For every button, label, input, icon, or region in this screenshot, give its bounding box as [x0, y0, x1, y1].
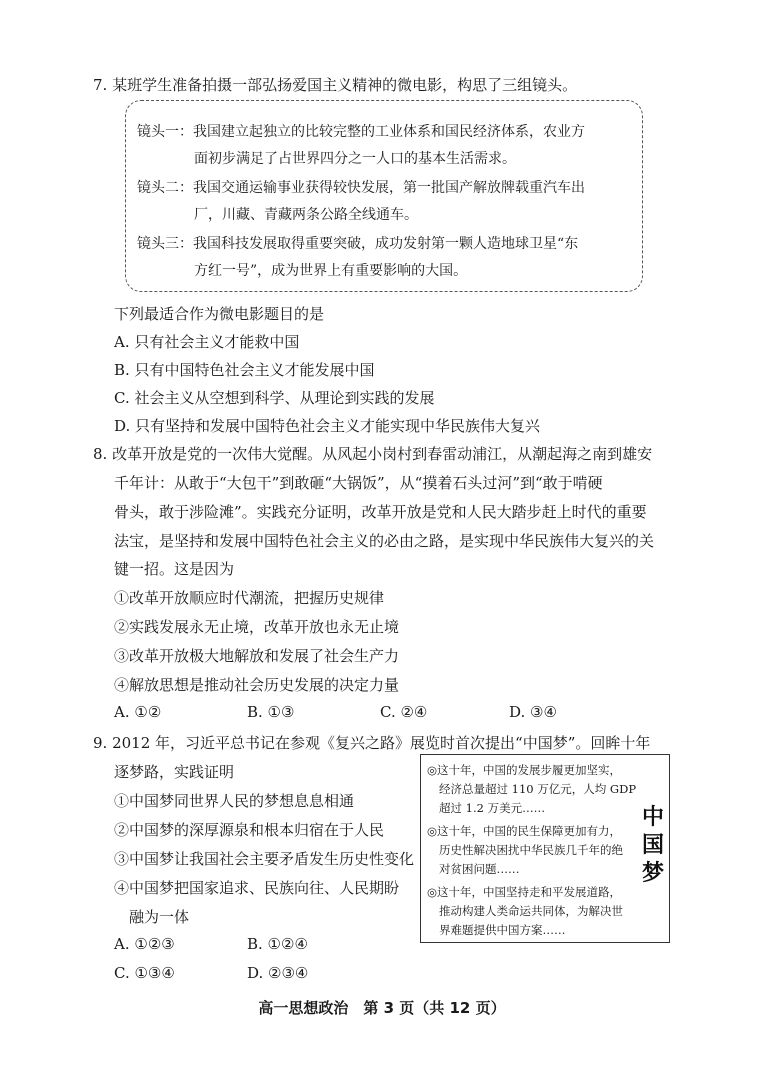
sidebar-item-1 [427, 761, 636, 818]
q8-stem-line-5: 键一招。这是因为 [114, 560, 235, 578]
sidebar-item-3 [427, 883, 623, 940]
q8-item-3: ③改革开放极大地解放和发展了社会生产力 [114, 647, 400, 665]
chinese-dream-label [640, 804, 666, 888]
q9-sidebar-box [420, 754, 670, 943]
q8-item-4: ④解放思想是推动社会历史发展的决定力量 [114, 676, 400, 694]
dream-char-2: 国 [641, 833, 664, 858]
q7-scene-1-line-2: 面初步满足了占世界四分之一人口的基本生活需求。 [194, 151, 516, 167]
q9-stem-line-1: 9. 2012 年，习近平总书记在参观《复兴之路》展览时首次提出“中国梦”。回眸十年 [93, 734, 651, 752]
q7-scene-1-line-1: 镜头一：我国建立起独立的比较完整的工业体系和国民经济体系，农业方 [137, 124, 585, 140]
page-footer: 高一思想政治 第 3 页（共 12 页） [258, 999, 506, 1017]
q9-item-1: ①中国梦同世界人民的梦想息息相通 [114, 792, 355, 810]
q9-option-d: D. ②③④ [247, 964, 309, 982]
sidebar-item-2-line-2: 历史性解决困扰中华民族几千年的绝 [439, 843, 623, 857]
q8-stem-line-3: 骨头，敢于涉险滩”。实践充分证明，改革开放是党和人民大踏步赶上时代的重要 [114, 503, 647, 521]
q9-item-4-cont: 融为一体 [129, 908, 190, 926]
sidebar-item-1-line-2: 经济总量超过 110 万亿元，人均 GDP [439, 782, 637, 796]
sidebar-item-3-line-1: ◎这十年，中国坚持走和平发展道路， [427, 885, 622, 899]
q7-scene-2-line-2: 厂，川藏、青藏两条公路全线通车。 [194, 207, 418, 223]
q9-option-a: A. ①②③ [114, 935, 175, 953]
q9-item-4: ④中国梦把国家追求、民族向往、人民期盼 [114, 879, 400, 897]
q7-scene-2-line-1: 镜头二：我国交通运输事业获得较快发展，第一批国产解放牌载重汽车出 [137, 180, 585, 196]
q8-option-d: D. ③④ [509, 703, 557, 721]
q8-stem-line-1: 8. 改革开放是党的一次伟大觉醒。从风起小岗村到春雷动浦江，从潮起海之南到雄安 [93, 445, 653, 463]
q9-item-2: ②中国梦的深厚源泉和根本归宿在于人民 [114, 821, 385, 839]
q7-option-c: C. 社会主义从空想到科学、从理论到实践的发展 [114, 389, 435, 407]
q8-stem-line-2: 千年计：从敢于“大包干”到敢砸“大锅饭”，从“摸着石头过河”到“敢于啃硬 [114, 474, 603, 492]
q8-stem-line-4: 法宝，是坚持和发展中国特色社会主义的必由之路，是实现中华民族伟大复兴的关 [114, 532, 655, 550]
sidebar-item-3-line-2: 推动构建人类命运共同体，为解决世 [439, 904, 623, 918]
q7-scene-3-line-2: 方红一号”，成为世界上有重要影响的大国。 [194, 263, 468, 279]
sidebar-item-2-line-1: ◎这十年，中国的民生保障更加有力， [427, 824, 622, 838]
q9-option-b: B. ①②④ [247, 935, 308, 953]
q7-option-d: D. 只有坚持和发展中国特色社会主义才能实现中华民族伟大复兴 [114, 417, 541, 435]
sidebar-item-1-line-1: ◎这十年，中国的发展步履更加坚实， [427, 763, 622, 777]
q7-option-a: A. 只有社会主义才能救中国 [114, 333, 300, 351]
q7-scene-3-line-1: 镜头三：我国科技发展取得重要突破，成功发射第一颗人造地球卫星“东 [137, 236, 579, 252]
sidebar-item-2 [427, 822, 623, 879]
q9-option-c: C. ①③④ [114, 964, 175, 982]
q8-item-1: ①改革开放顺应时代潮流，把握历史规律 [114, 589, 385, 607]
q8-item-2: ②实践发展永无止境，改革开放也永无止境 [114, 618, 400, 636]
sidebar-item-3-line-3: 界难题提供中国方案…… [439, 923, 566, 937]
q7-option-b: B. 只有中国特色社会主义才能发展中国 [114, 361, 375, 379]
q9-item-3: ③中国梦让我国社会主要矛盾发生历史性变化 [114, 850, 415, 868]
q8-option-a: A. ①② [114, 703, 162, 721]
sidebar-item-2-line-3: 对贫困问题…… [439, 862, 520, 876]
q8-option-b: B. ①③ [247, 703, 295, 721]
dream-char-1: 中 [641, 805, 664, 830]
q8-option-c: C. ②④ [380, 703, 428, 721]
dream-char-3: 梦 [641, 861, 664, 886]
q7-stem: 7. 某班学生准备拍摄一部弘扬爱国主义精神的微电影，构思了三组镜头。 [93, 76, 578, 94]
q7-prompt: 下列最适合作为微电影题目的是 [114, 305, 325, 323]
q9-stem-line-2: 逐梦路，实践证明 [114, 763, 235, 781]
sidebar-item-1-line-3: 超过 1.2 万美元…… [439, 801, 546, 815]
